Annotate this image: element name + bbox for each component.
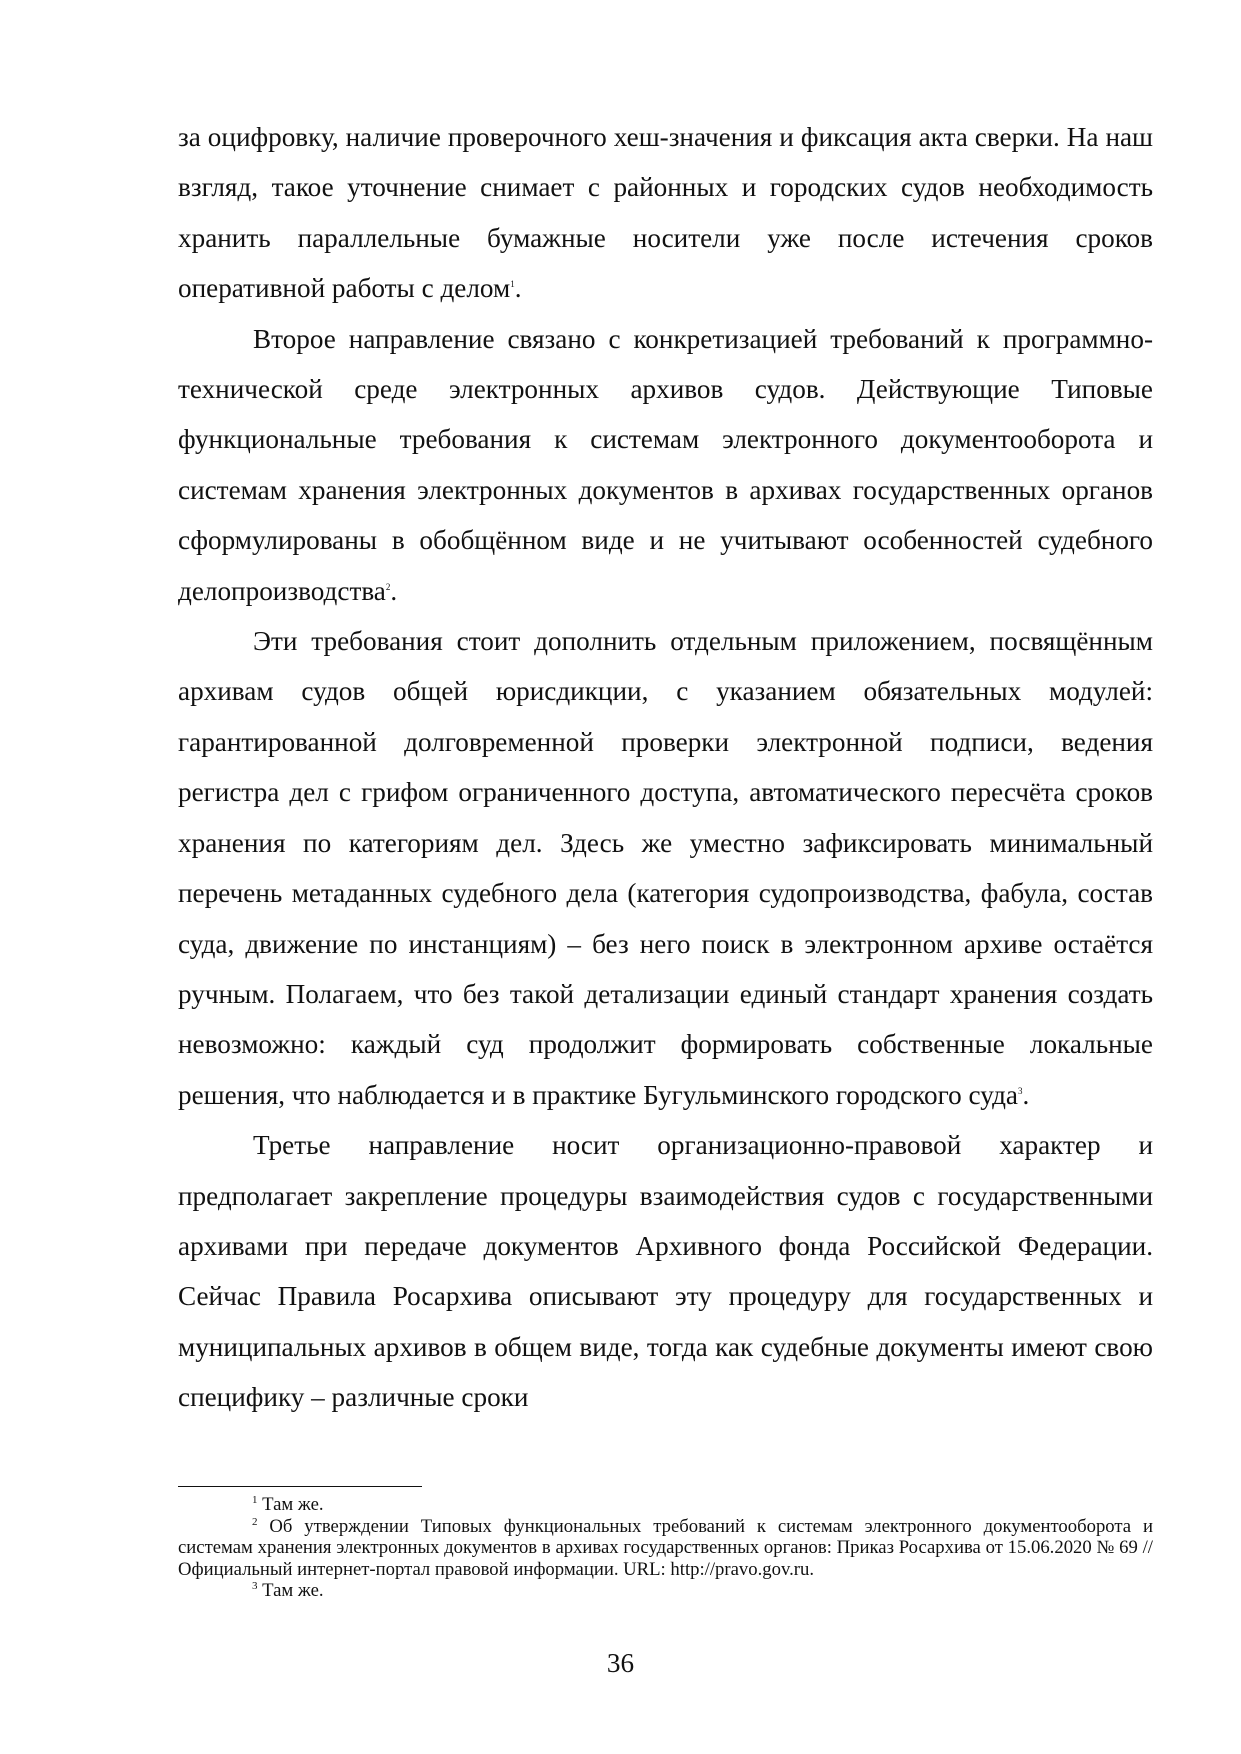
paragraph-text: Эти требования стоит дополнить отдельным приложением, посвящённым архивам судов общей юрисдикции, с указанием обязательных модулей: гарантированной долговременной проверки электронной подписи, ведения регистра дел с грифом ограниченного доступа, автоматического пересчёта сроков хранения по категориям дел. Здесь же уместно зафиксировать минимальный перечень метаданных судебного дела (категория судопроизводства, фабула, состав суда, движение по инстанциям) – без него поиск в электронном архиве остаётся ручным. Полагаем, что без такой детализации единый стандарт хранения создать невозможно: каждый суд продолжит формировать собственные локальные решения, что наблюдается и в практике Бугульминского городского суда	[178, 626, 1153, 1110]
paragraph-continuation	[178, 112, 1153, 314]
footnote-reference: 3	[1017, 1085, 1023, 1096]
footnote-number: 2	[252, 1515, 258, 1528]
document-body	[178, 112, 1153, 1423]
paragraph-tail: .	[1022, 1079, 1030, 1110]
footnote-number: 3	[252, 1580, 258, 1593]
footnote-separator	[178, 1486, 422, 1487]
paragraph-text: Второе направление связано с конкретизацией требований к программно-технической среде электронных архивов судов. Действующие Типовые функциональные требования к системам электронного документооборота и системам хранения электронных документов в архивах государственных органов сформулированы в обобщённом виде и не учитывают особенностей судебного делопроизводства	[178, 323, 1153, 606]
paragraph-third-direction	[178, 1120, 1153, 1422]
paragraph-tail: .	[390, 575, 398, 606]
paragraph-requirements	[178, 616, 1153, 1120]
paragraph-second-direction	[178, 314, 1153, 616]
footnote-1	[178, 1494, 1153, 1516]
footnote-number: 1	[252, 1493, 258, 1506]
paragraph-tail: .	[514, 273, 522, 304]
footnote-text: Об утверждении Типовых функциональных требований к системам электронного документооборота и системам хранения электронных документов в архивах государственных органов: Приказ Росархива от 15.06.2020 № 69 // Официальный интернет-портал правовой информации. URL: http://pravo.gov.ru.	[178, 1515, 1153, 1580]
paragraph-text: Третье направление носит организационно-правовой характер и предполагает закрепление процедуры взаимодействия судов с государственными архивами при передаче документов Архивного фонда Российской Федерации. Сейчас Правила Росархива описывают эту процедуру для государственных и муниципальных архивов в общем виде, тогда как судебные документы имеют свою специфику – различные сроки	[178, 1130, 1153, 1413]
footnote-text: Там же.	[262, 1494, 324, 1515]
paragraph-text: за оцифровку, наличие проверочного хеш-значения и фиксация акта сверки. На наш взгляд, такое уточнение снимает с районных и городских судов необходимость хранить параллельные бумажные носители уже после истечения сроков оперативной работы с делом	[178, 122, 1153, 304]
footnote-2	[178, 1516, 1153, 1581]
footnote-3	[178, 1580, 1153, 1602]
footnote-reference: 2	[385, 581, 391, 592]
footnote-reference: 1	[510, 279, 515, 290]
page-number: 36	[606, 1648, 635, 1678]
footnote-text: Там же.	[262, 1580, 324, 1602]
footnotes-section	[178, 1494, 1153, 1602]
